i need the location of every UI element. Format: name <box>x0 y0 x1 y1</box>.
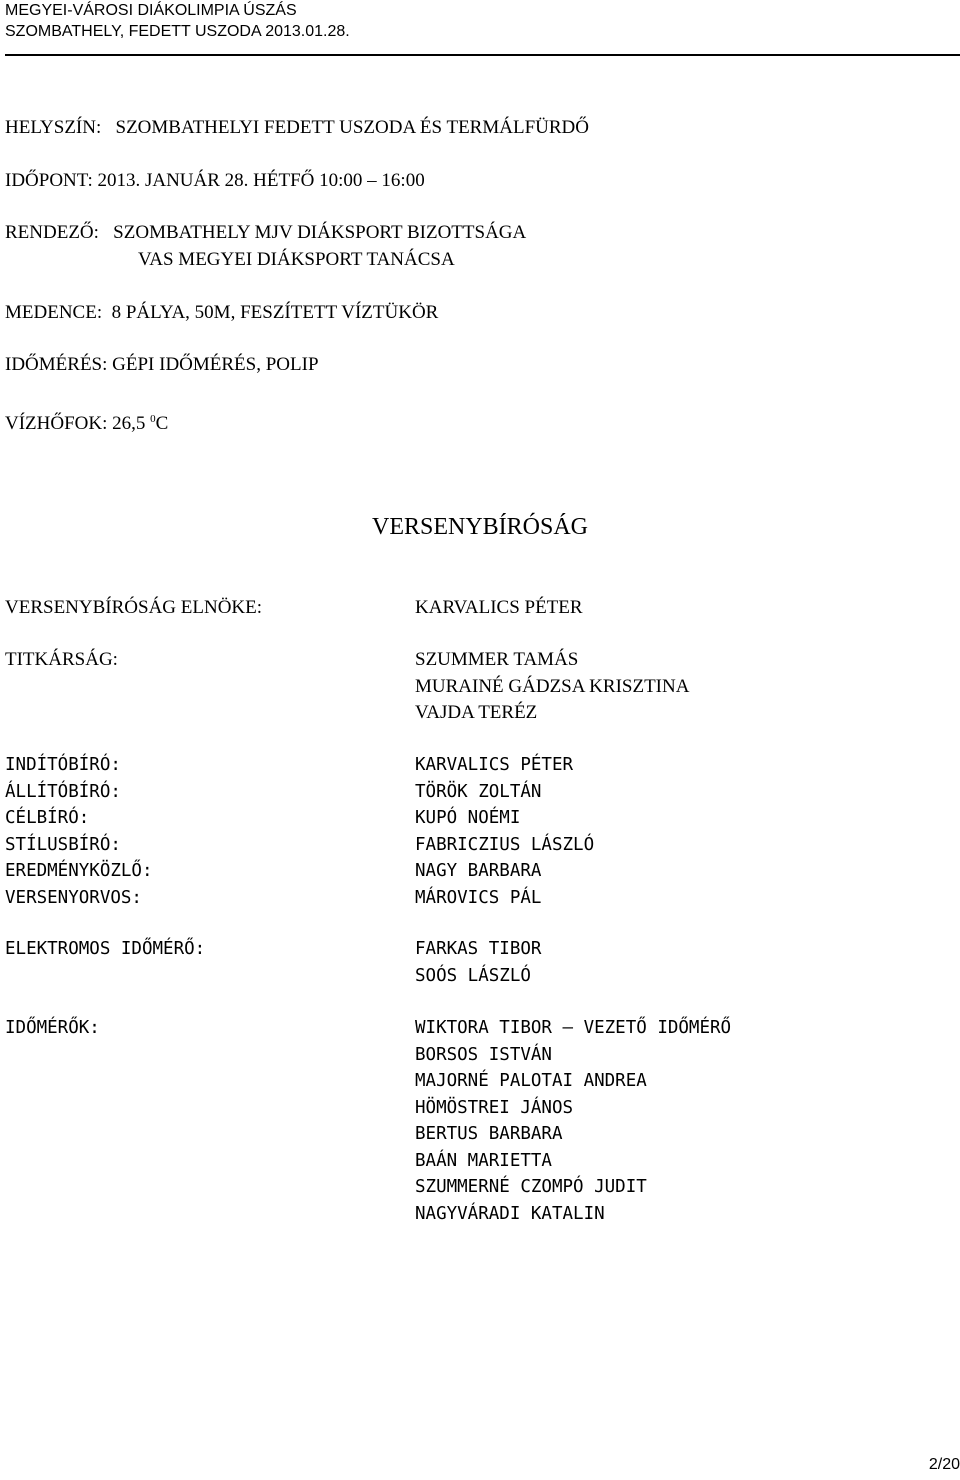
value-elektromos-2: SOÓS LÁSZLÓ <box>415 965 531 986</box>
page-number: 2/20 <box>928 1456 960 1473</box>
vizhofok-degree: 0 <box>150 413 156 425</box>
vizhofok-value: VÍZHŐFOK: 26,5 <box>5 413 151 434</box>
info-medence: MEDENCE: 8 PÁLYA, 50M, FESZÍTETT VÍZTÜKÖR <box>5 302 439 323</box>
section-title: VERSENYBÍRÓSÁG <box>371 514 589 540</box>
value-idomero-2: BORSOS ISTVÁN <box>415 1044 552 1065</box>
header-line-2: SZOMBATHELY, FEDETT USZODA 2013.01.28. <box>5 23 350 40</box>
label-idomerok: IDŐMÉRŐK: <box>5 1018 100 1038</box>
value-elnok: KARVALICS PÉTER <box>415 597 583 618</box>
value-inditobiro: KARVALICS PÉTER <box>415 755 574 775</box>
value-elektromos-1: FARKAS TIBOR <box>415 939 542 959</box>
value-eredmenykozlo: NAGY BARBARA <box>415 861 542 881</box>
value-versenyorvos: MÁROVICS PÁL <box>415 887 542 908</box>
value-titkarsag-3: VAJDA TERÉZ <box>415 702 538 723</box>
value-allitobiro: TÖRÖK ZOLTÁN <box>415 781 542 802</box>
label-celbiro: CÉLBÍRÓ: <box>5 808 90 828</box>
value-stilusbiro: FABRICZIUS LÁSZLÓ <box>415 834 595 855</box>
value-idomero-7: SZUMMERNÉ CZOMPÓ JUDIT <box>415 1177 647 1197</box>
value-idomero-5: BERTUS BARBARA <box>415 1124 563 1144</box>
header-rule <box>5 54 960 56</box>
value-idomero-6: BAÁN MARIETTA <box>415 1150 552 1171</box>
label-stilusbiro: STÍLUSBÍRÓ: <box>5 834 121 855</box>
value-titkarsag-2: MURAINÉ GÁDZSA KRISZTINA <box>415 675 690 697</box>
info-idopont: IDŐPONT: 2013. JANUÁR 28. HÉTFŐ 10:00 – 16:00 <box>5 170 425 191</box>
value-idomero-8: NAGYVÁRADI KATALIN <box>415 1203 605 1224</box>
value-idomero-1: WIKTORA TIBOR – VEZETŐ IDŐMÉRŐ <box>415 1018 732 1038</box>
value-idomero-4: HÖMÖSTREI JÁNOS <box>415 1097 574 1118</box>
label-titkarsag: TITKÁRSÁG: <box>5 649 118 670</box>
info-rendezo-2: VAS MEGYEI DIÁKSPORT TANÁCSA <box>138 249 455 270</box>
header-line-1: MEGYEI-VÁROSI DIÁKOLIMPIA ÚSZÁS <box>5 2 297 19</box>
info-idomeres: IDŐMÉRÉS: GÉPI IDŐMÉRÉS, POLIP <box>5 354 319 375</box>
label-allitobiro: ÁLLÍTÓBÍRÓ: <box>5 781 121 802</box>
vizhofok-unit: C <box>155 413 169 434</box>
info-helyszin: HELYSZÍN: SZOMBATHELYI FEDETT USZODA ÉS TERMÁLFÜRDŐ <box>5 117 589 138</box>
label-eredmenykozlo: EREDMÉNYKÖZLŐ: <box>5 861 153 881</box>
value-celbiro: KUPÓ NOÉMI <box>415 808 521 828</box>
value-titkarsag-1: SZUMMER TAMÁS <box>415 649 579 670</box>
value-idomero-3: MAJORNÉ PALOTAI ANDREA <box>415 1071 647 1091</box>
label-versenyorvos: VERSENYORVOS: <box>5 887 142 908</box>
info-rendezo-1: RENDEZŐ: SZOMBATHELY MJV DIÁKSPORT BIZOTTSÁGA <box>5 222 527 243</box>
info-vizhofok <box>5 407 168 436</box>
label-elektromos-idomero: ELEKTROMOS IDŐMÉRŐ: <box>5 939 206 959</box>
label-elnok: VERSENYBÍRÓSÁG ELNÖKE: <box>5 597 263 618</box>
label-inditobiro: INDÍTÓBÍRÓ: <box>5 755 121 775</box>
